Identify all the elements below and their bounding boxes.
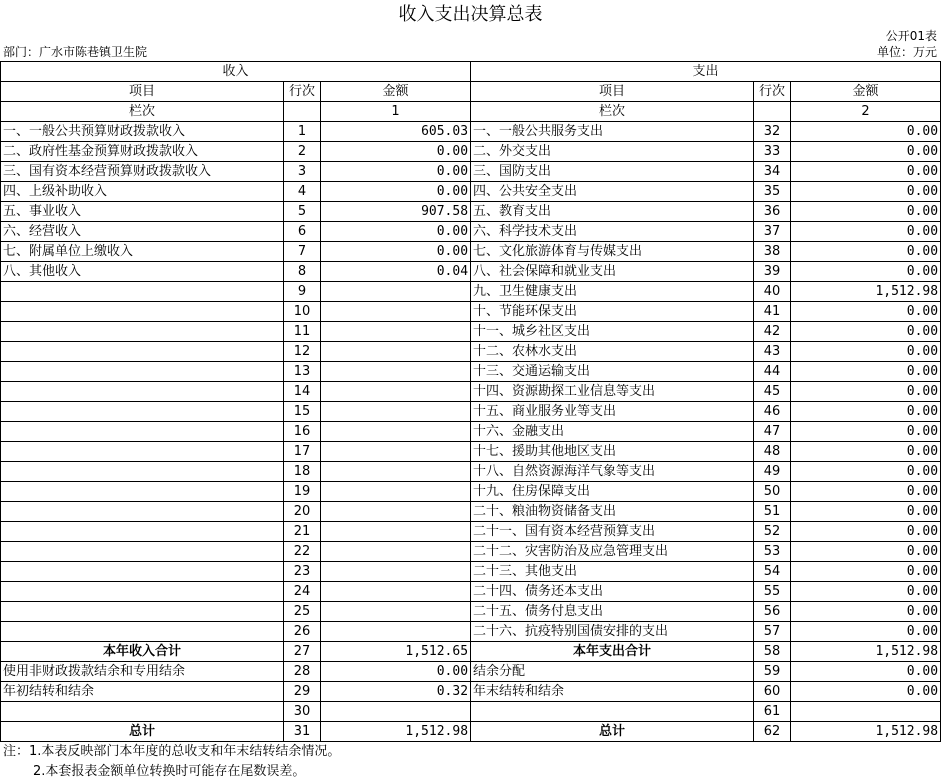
income-amount-cell: 0.00 [321,142,471,162]
expense-item-cell: 一、一般公共服务支出 [471,122,754,142]
expense-item-cell: 十五、商业服务业等支出 [471,402,754,422]
table-row [1,462,941,482]
expense-item-header: 项目 [471,82,754,102]
income-rowno-cell: 21 [284,522,321,542]
income-item-cell [1,362,284,382]
table-row [1,422,941,442]
expense-rowno-cell: 40 [754,282,791,302]
income-amount-header: 金额 [321,82,471,102]
expense-column-number: 2 [791,102,941,122]
income-total-rowno: 27 [284,642,321,662]
expense-item-cell: 十三、交通运输支出 [471,362,754,382]
expense-item-cell: 十一、城乡社区支出 [471,322,754,342]
income-rowno-cell: 8 [284,262,321,282]
income-rowno-cell: 24 [284,582,321,602]
expense-amount-cell: 0.00 [791,142,941,162]
expense-item-cell: 二十、粮油物资储备支出 [471,502,754,522]
expense-rowno-cell: 49 [754,462,791,482]
income-item-cell [1,622,284,642]
expense-rowno-cell: 61 [754,702,791,722]
table-row [1,562,941,582]
expense-amount-header: 金额 [791,82,941,102]
income-rowno-cell: 13 [284,362,321,382]
income-item-header: 项目 [1,82,284,102]
income-item-cell [1,342,284,362]
income-item-cell [1,502,284,522]
expense-amount-cell: 0.00 [791,602,941,622]
expense-rowno-cell: 52 [754,522,791,542]
income-rowno-cell: 5 [284,202,321,222]
expense-amount-cell [791,702,941,722]
expense-item-cell: 五、教育支出 [471,202,754,222]
form-code: 公开01表 [885,29,937,43]
expense-grand-total-label: 总计 [471,722,754,742]
expense-item-cell: 二十一、国有资本经营预算支出 [471,522,754,542]
expense-item-cell: 年末结转和结余 [471,682,754,702]
expense-rowno-cell: 57 [754,622,791,642]
income-rowno-cell: 4 [284,182,321,202]
income-amount-cell [321,502,471,522]
income-item-cell: 使用非财政拨款结余和专用结余 [1,662,284,682]
table-row [1,242,941,262]
table-row [1,162,941,182]
income-amount-cell [321,342,471,362]
expense-total-amount: 1,512.98 [791,642,941,662]
income-rowno-cell: 3 [284,162,321,182]
income-rowno-cell: 9 [284,282,321,302]
expense-amount-cell: 0.00 [791,462,941,482]
year-total-row [1,642,941,662]
expense-item-cell: 结余分配 [471,662,754,682]
table-row [1,262,941,282]
expense-rowno-cell: 35 [754,182,791,202]
income-amount-cell [321,422,471,442]
income-amount-cell [321,462,471,482]
income-amount-cell [321,282,471,302]
table-row [1,142,941,162]
income-grand-total-amount: 1,512.98 [321,722,471,742]
expense-rowno-cell: 38 [754,242,791,262]
unit-label: 单位：万元 [876,45,937,59]
income-rowno-cell: 25 [284,602,321,622]
expense-amount-cell: 0.00 [791,242,941,262]
expense-item-cell: 十四、资源勘探工业信息等支出 [471,382,754,402]
income-item-cell [1,522,284,542]
table-row [1,282,941,302]
income-amount-cell [321,322,471,342]
department-row [0,44,941,60]
expense-rowno-cell: 39 [754,262,791,282]
expense-item-cell [471,702,754,722]
income-rowno-cell: 23 [284,562,321,582]
income-item-cell: 年初结转和结余 [1,682,284,702]
expense-amount-cell: 0.00 [791,582,941,602]
expense-amount-cell: 0.00 [791,202,941,222]
income-item-cell [1,402,284,422]
income-rowno-cell: 7 [284,242,321,262]
income-rowno-cell: 14 [284,382,321,402]
expense-total-label: 本年支出合计 [471,642,754,662]
expense-item-cell: 十六、金融支出 [471,422,754,442]
expense-amount-cell: 0.00 [791,622,941,642]
expense-item-cell: 二十六、抗疫特别国债安排的支出 [471,622,754,642]
income-amount-cell [321,602,471,622]
income-item-cell [1,382,284,402]
expense-amount-cell: 0.00 [791,222,941,242]
income-rowno-cell: 16 [284,422,321,442]
income-amount-cell [321,302,471,322]
expense-amount-cell: 0.00 [791,542,941,562]
expense-rowno-cell: 34 [754,162,791,182]
income-amount-cell [321,562,471,582]
expense-rowno-cell: 33 [754,142,791,162]
expense-item-cell: 十二、农林水支出 [471,342,754,362]
table-row [1,342,941,362]
income-rowno-cell: 22 [284,542,321,562]
table-row [1,502,941,522]
income-item-cell: 八、其他收入 [1,262,284,282]
income-amount-cell [321,702,471,722]
table-row [1,222,941,242]
income-amount-cell: 605.03 [321,122,471,142]
expense-rowno-cell: 43 [754,342,791,362]
expense-rowno-cell: 44 [754,362,791,382]
income-item-cell [1,702,284,722]
expense-rowno-cell: 45 [754,382,791,402]
section-header-row [1,62,941,82]
income-total-label: 本年收入合计 [1,642,284,662]
expense-rowno-cell: 37 [754,222,791,242]
table-row [1,622,941,642]
expense-column-label: 栏次 [471,102,754,122]
expense-item-cell: 二十五、债务付息支出 [471,602,754,622]
expense-amount-cell: 0.00 [791,162,941,182]
expense-rowno-cell: 53 [754,542,791,562]
expense-item-cell: 十七、援助其他地区支出 [471,442,754,462]
income-column-blank [284,102,321,122]
table-row [1,682,941,702]
income-amount-cell: 907.58 [321,202,471,222]
expense-amount-cell: 0.00 [791,482,941,502]
income-item-cell [1,302,284,322]
income-item-cell [1,282,284,302]
expense-amount-cell: 0.00 [791,422,941,442]
income-item-cell: 二、政府性基金预算财政拨款收入 [1,142,284,162]
income-amount-cell: 0.00 [321,662,471,682]
income-amount-cell [321,522,471,542]
table-row [1,202,941,222]
income-rowno-cell: 19 [284,482,321,502]
expense-amount-cell: 0.00 [791,502,941,522]
expense-amount-cell: 1,512.98 [791,282,941,302]
expense-amount-cell: 0.00 [791,442,941,462]
expense-item-cell: 七、文化旅游体育与传媒支出 [471,242,754,262]
income-amount-cell [321,582,471,602]
grand-total-row [1,722,941,742]
income-amount-cell: 0.00 [321,182,471,202]
table-row [1,602,941,622]
income-rowno-cell: 10 [284,302,321,322]
expense-item-cell: 二、外交支出 [471,142,754,162]
table-row [1,362,941,382]
table-row [1,662,941,682]
income-item-cell [1,542,284,562]
note-1: 注：1.本表反映部门本年度的总收支和年末结转结余情况。 [3,744,341,759]
expense-section-header: 支出 [471,62,941,82]
expense-item-cell: 十九、住房保障支出 [471,482,754,502]
income-rowno-cell: 29 [284,682,321,702]
income-amount-cell [321,382,471,402]
expense-item-cell: 二十二、灾害防治及应急管理支出 [471,542,754,562]
income-rowno-cell: 28 [284,662,321,682]
expense-item-cell: 二十四、债务还本支出 [471,582,754,602]
income-rowno-cell: 2 [284,142,321,162]
note-2: 2.本套报表金额单位转换时可能存在尾数误差。 [33,764,306,779]
expense-item-cell: 十、节能环保支出 [471,302,754,322]
income-item-cell [1,482,284,502]
expense-rowno-cell: 46 [754,402,791,422]
income-rowno-cell: 30 [284,702,321,722]
expense-item-cell: 三、国防支出 [471,162,754,182]
expense-rowno-cell: 47 [754,422,791,442]
income-item-cell [1,442,284,462]
table-row [1,442,941,462]
expense-amount-cell: 0.00 [791,182,941,202]
expense-grand-total-rowno: 62 [754,722,791,742]
income-item-cell [1,562,284,582]
income-item-cell: 六、经营收入 [1,222,284,242]
expense-rowno-cell: 55 [754,582,791,602]
expense-amount-cell: 0.00 [791,682,941,702]
table-row [1,382,941,402]
table-row [1,542,941,562]
income-section-header: 收入 [1,62,471,82]
income-item-cell: 七、附属单位上缴收入 [1,242,284,262]
income-grand-total-rowno: 31 [284,722,321,742]
expense-rowno-cell: 59 [754,662,791,682]
income-rowno-cell: 18 [284,462,321,482]
expense-item-cell: 九、卫生健康支出 [471,282,754,302]
expense-amount-cell: 0.00 [791,382,941,402]
income-amount-cell [321,362,471,382]
income-amount-cell: 0.00 [321,222,471,242]
notes [3,742,340,782]
income-amount-cell: 0.32 [321,682,471,702]
expense-amount-cell: 0.00 [791,362,941,382]
income-grand-total-label: 总计 [1,722,284,742]
income-item-cell: 一、一般公共预算财政拨款收入 [1,122,284,142]
expense-amount-cell: 0.00 [791,342,941,362]
expense-amount-cell: 0.00 [791,322,941,342]
table-row [1,182,941,202]
expense-item-cell: 八、社会保障和就业支出 [471,262,754,282]
income-rowno-cell: 17 [284,442,321,462]
department-label: 部门：广水市陈巷镇卫生院 [3,45,148,59]
column-label-row [1,102,941,122]
income-item-cell [1,602,284,622]
expense-item-cell: 六、科学技术支出 [471,222,754,242]
expense-amount-cell: 0.00 [791,662,941,682]
report-title: 收入支出决算总表 [398,4,543,25]
income-rowno-cell: 26 [284,622,321,642]
income-item-cell [1,322,284,342]
table-row [1,322,941,342]
form-code-row [0,28,941,44]
income-total-amount: 1,512.65 [321,642,471,662]
income-amount-cell [321,402,471,422]
income-item-cell [1,582,284,602]
income-amount-cell [321,442,471,462]
expense-rowno-header: 行次 [754,82,791,102]
income-amount-cell [321,482,471,502]
income-rowno-cell: 6 [284,222,321,242]
expense-item-cell: 四、公共安全支出 [471,182,754,202]
expense-rowno-cell: 42 [754,322,791,342]
expense-rowno-cell: 48 [754,442,791,462]
income-rowno-header: 行次 [284,82,321,102]
expense-amount-cell: 0.00 [791,302,941,322]
income-rowno-cell: 15 [284,402,321,422]
income-column-label: 栏次 [1,102,284,122]
table-row [1,122,941,142]
income-item-cell: 五、事业收入 [1,202,284,222]
income-item-cell [1,422,284,442]
table-row [1,582,941,602]
expense-column-blank [754,102,791,122]
expense-amount-cell: 0.00 [791,402,941,422]
expense-amount-cell: 0.00 [791,562,941,582]
expense-rowno-cell: 32 [754,122,791,142]
expense-rowno-cell: 51 [754,502,791,522]
income-column-number: 1 [321,102,471,122]
table-row [1,302,941,322]
expense-rowno-cell: 60 [754,682,791,702]
income-amount-cell: 0.00 [321,242,471,262]
expense-amount-cell: 0.00 [791,522,941,542]
income-amount-cell [321,622,471,642]
expense-rowno-cell: 41 [754,302,791,322]
expense-item-cell: 二十三、其他支出 [471,562,754,582]
income-item-cell [1,462,284,482]
income-rowno-cell: 11 [284,322,321,342]
income-amount-cell [321,542,471,562]
income-rowno-cell: 1 [284,122,321,142]
table-row [1,702,941,722]
expense-total-rowno: 58 [754,642,791,662]
expense-grand-total-amount: 1,512.98 [791,722,941,742]
expense-amount-cell: 0.00 [791,122,941,142]
income-item-cell: 四、上级补助收入 [1,182,284,202]
expense-rowno-cell: 36 [754,202,791,222]
income-amount-cell: 0.04 [321,262,471,282]
expense-item-cell: 十八、自然资源海洋气象等支出 [471,462,754,482]
income-rowno-cell: 12 [284,342,321,362]
income-amount-cell: 0.00 [321,162,471,182]
income-expense-table [0,61,941,742]
expense-rowno-cell: 50 [754,482,791,502]
expense-rowno-cell: 54 [754,562,791,582]
table-row [1,482,941,502]
column-header-row [1,82,941,102]
expense-rowno-cell: 56 [754,602,791,622]
income-rowno-cell: 20 [284,502,321,522]
expense-amount-cell: 0.00 [791,262,941,282]
table-row [1,522,941,542]
income-item-cell: 三、国有资本经营预算财政拨款收入 [1,162,284,182]
table-row [1,402,941,422]
